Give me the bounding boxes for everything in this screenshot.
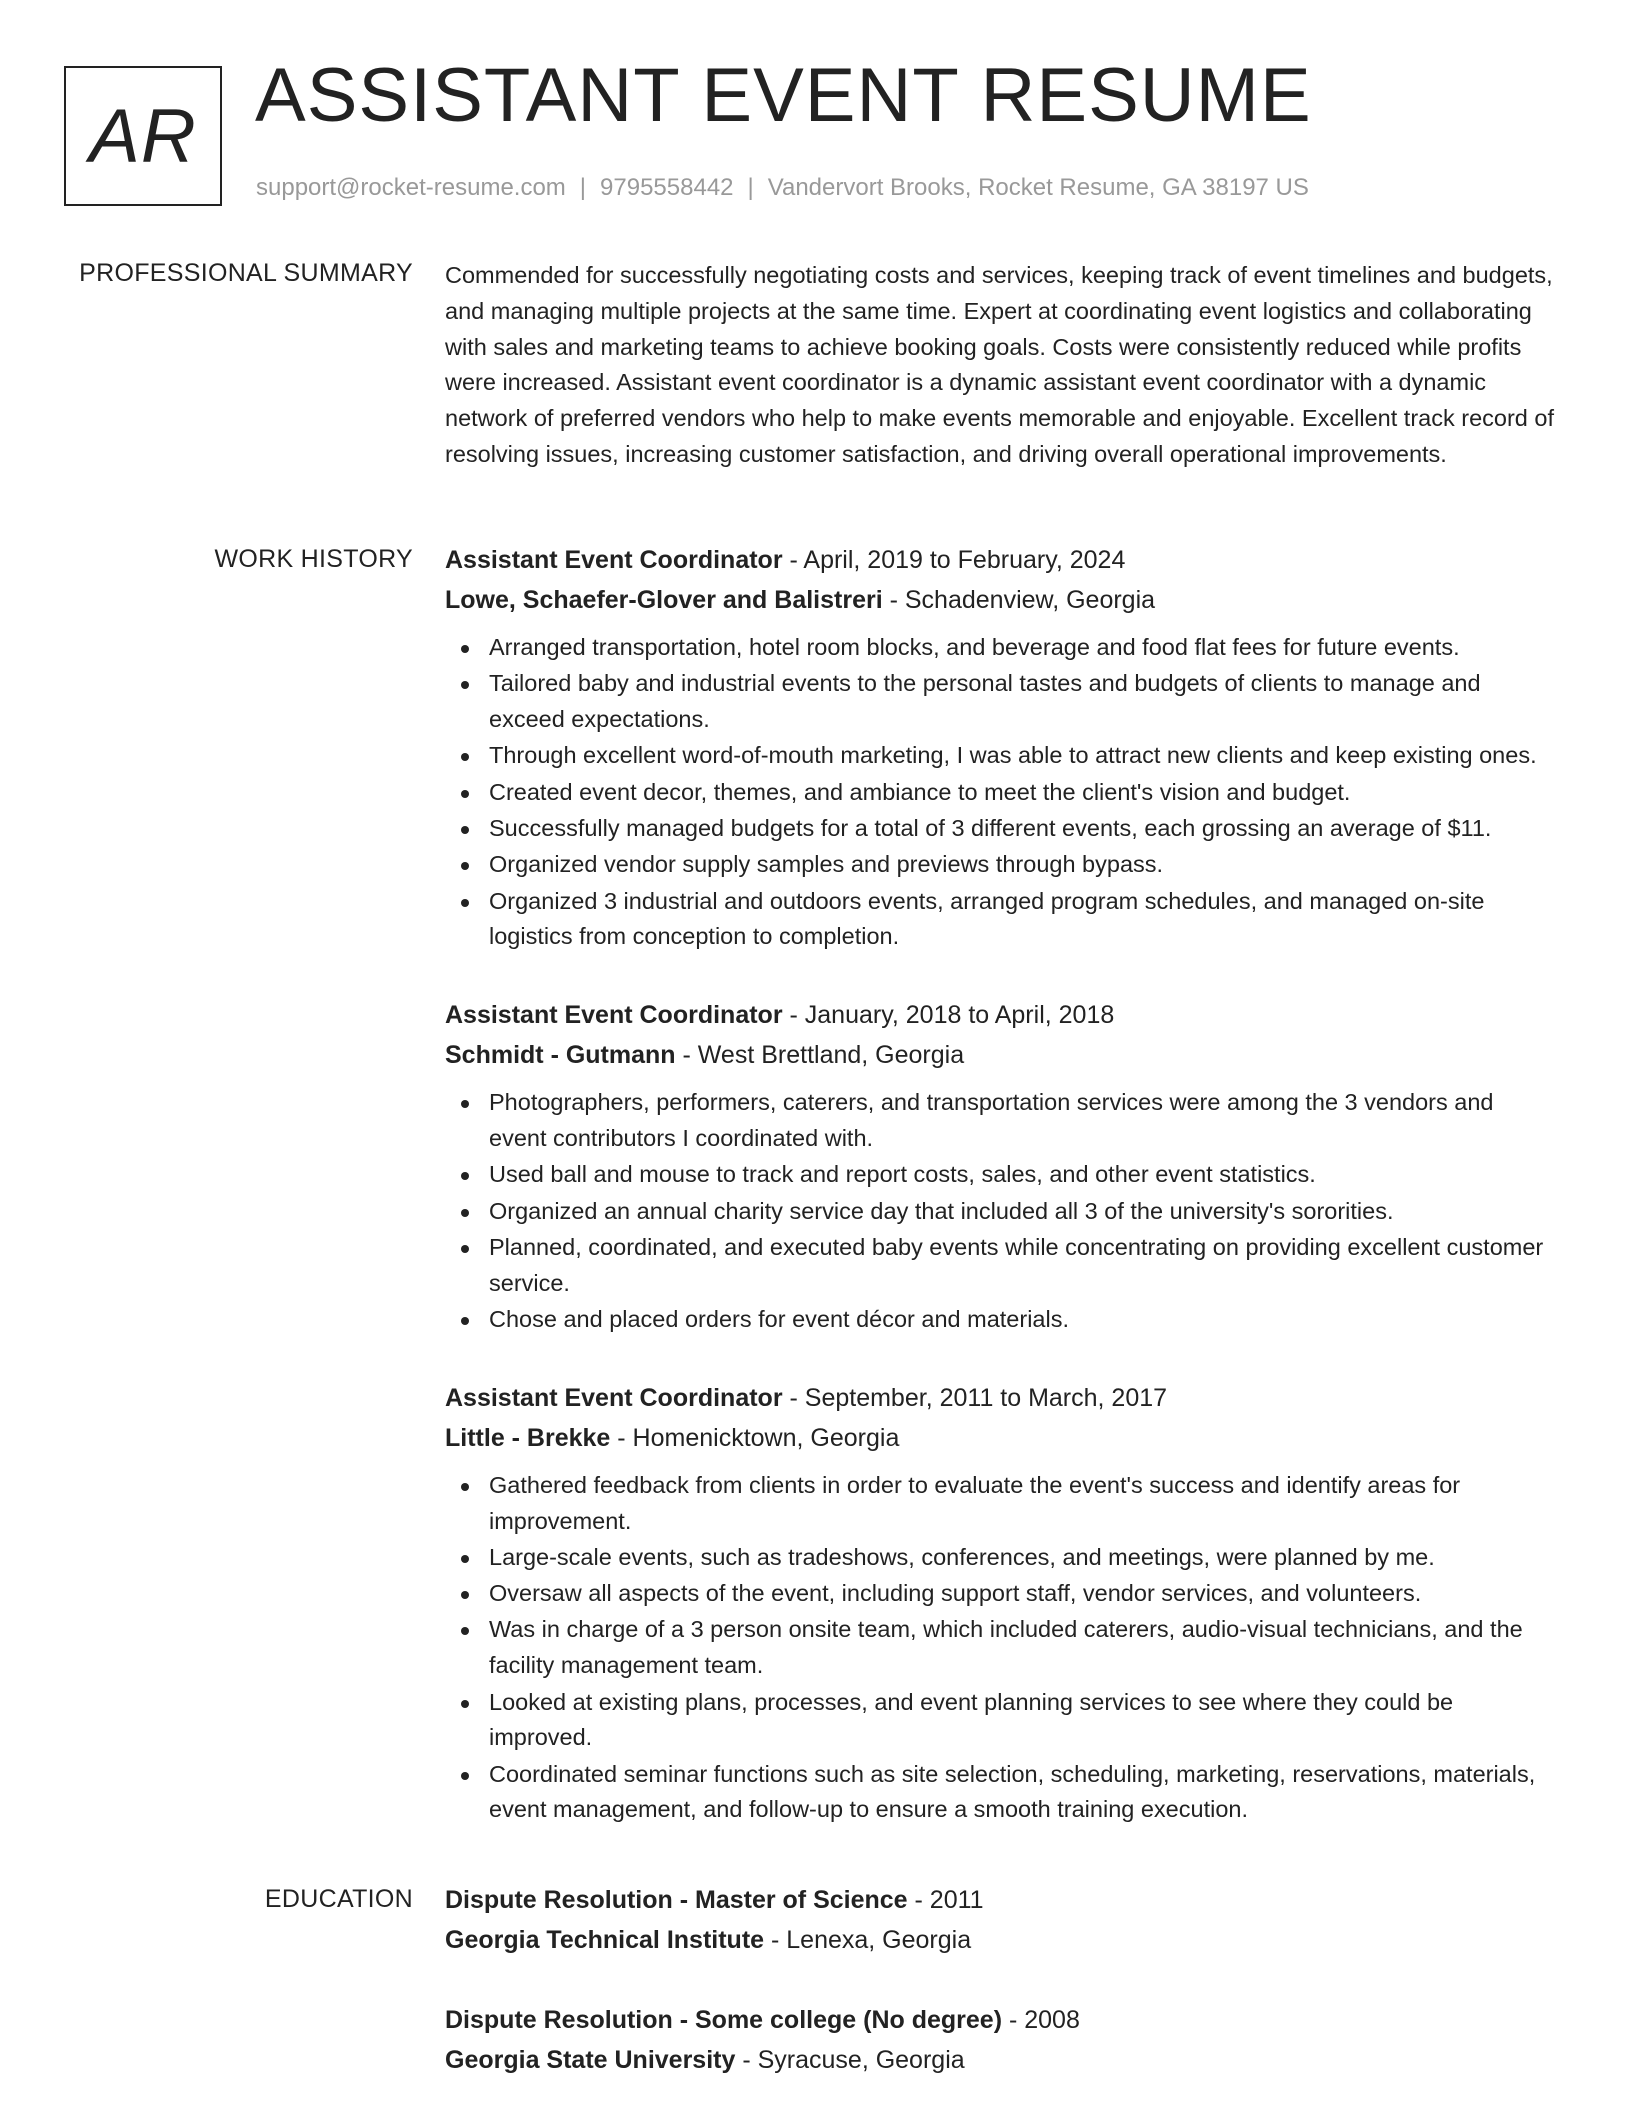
education-year: - 2008 <box>1002 2006 1080 2034</box>
job-company: Schmidt - Gutmann <box>445 1041 676 1070</box>
education-degree-line <box>445 2000 1557 2040</box>
education-entry <box>445 2000 1557 2080</box>
education-school: Georgia State University <box>445 2046 736 2074</box>
contact-separator: | <box>747 174 754 201</box>
monogram-box <box>64 66 222 206</box>
job-bullets <box>445 1468 1557 1828</box>
summary-text: Commended for successfully negotiating costs and services, keeping track of event timelines and budgets, and managing multiple projects at the same time. Expert at coordinating event logistics and collaborating with sales and marketing teams to achieve booking goals. Costs were consistently reduced while profits were increased. Assistant event coordinator is a dynamic assistant event coordinator with a dynamic network of preferred vendors who help to make events memorable and enjoyable. Excellent track record of resolving issues, increasing customer satisfaction, and driving overall operational improvements. <box>445 262 1554 467</box>
job-bullet: Oversaw all aspects of the event, including support staff, vendor services, and volunteers. <box>489 1576 1557 1612</box>
education-school-line <box>445 1920 1557 1960</box>
job-entry <box>445 1378 1557 1828</box>
job-title-line <box>445 995 1557 1035</box>
education-entry <box>445 1880 1557 1960</box>
education-year: - 2011 <box>907 1886 984 1914</box>
job-bullet: Organized vendor supply samples and previews through bypass. <box>489 847 1557 883</box>
job-dates: - January, 2018 to April, 2018 <box>782 1001 1115 1030</box>
job-company: Lowe, Schaefer-Glover and Balistreri <box>445 586 883 614</box>
job-dates: - April, 2019 to February, 2024 <box>782 546 1126 574</box>
job-entry <box>445 995 1557 1338</box>
job-title-line <box>445 1378 1557 1418</box>
contact-address: Vandervort Brooks, Rocket Resume, GA 38197 US <box>767 174 1309 201</box>
job-company-line <box>445 1035 1557 1075</box>
education-location: - Syracuse, Georgia <box>735 2046 965 2074</box>
job-title: Assistant Event Coordinator <box>445 1383 783 1412</box>
job-bullet: Successfully managed budgets for a total of 3 different events, each grossing an average of $11. <box>489 811 1557 847</box>
job-location: - West Brettland, Georgia <box>675 1041 965 1070</box>
section-heading-work-history: WORK HISTORY <box>214 545 413 573</box>
job-bullet: Arranged transportation, hotel room blocks, and beverage and food flat fees for future events. <box>489 630 1557 666</box>
job-company: Little - Brekke <box>445 1423 611 1452</box>
education-degree: Dispute Resolution - Some college (No degree) <box>445 2006 1003 2034</box>
education-degree-line <box>445 1880 1557 1920</box>
job-bullet: Organized 3 industrial and outdoors events, arranged program schedules, and managed on-site logistics from conception to completion. <box>489 884 1557 956</box>
education-body <box>445 1880 1557 2120</box>
contact-separator: | <box>579 174 587 201</box>
job-bullet: Chose and placed orders for event décor and materials. <box>489 1302 1557 1338</box>
job-bullet: Tailored baby and industrial events to the personal tastes and budgets of clients to manage and exceed expectations. <box>489 666 1557 738</box>
job-bullet: Planned, coordinated, and executed baby events while concentrating on providing excellent customer service. <box>489 1230 1557 1302</box>
work-history-body <box>445 540 1557 1868</box>
job-title: Assistant Event Coordinator <box>445 1001 783 1030</box>
section-heading-summary: PROFESSIONAL SUMMARY <box>79 259 413 287</box>
job-company-line <box>445 580 1557 620</box>
education-school: Georgia Technical Institute <box>445 1926 765 1954</box>
monogram-initials: AR <box>89 93 197 179</box>
contact-phone: 9795558442 <box>600 174 734 201</box>
education-degree: Dispute Resolution - Master of Science <box>445 1886 908 1914</box>
contact-email: support@rocket-resume.com <box>256 174 566 201</box>
job-bullet: Through excellent word-of-mouth marketing, I was able to attract new clients and keep existing ones. <box>489 738 1557 774</box>
education-school-line <box>445 2040 1557 2080</box>
job-company-line <box>445 1418 1557 1458</box>
job-bullet: Large-scale events, such as tradeshows, conferences, and meetings, were planned by me. <box>489 1540 1557 1576</box>
job-bullet: Coordinated seminar functions such as site selection, scheduling, marketing, reservations, materials, event management, and follow-up to ensure a smooth training execution. <box>489 1757 1557 1829</box>
job-bullet: Organized an annual charity service day that included all 3 of the university's sororities. <box>489 1194 1557 1230</box>
contact-line <box>256 174 1309 202</box>
job-bullet: Looked at existing plans, processes, and event planning services to see where they could be improved. <box>489 1685 1557 1757</box>
education-location: - Lenexa, Georgia <box>764 1926 972 1954</box>
job-location: - Schadenview, Georgia <box>882 586 1156 614</box>
job-bullet: Created event decor, themes, and ambiance to meet the client's vision and budget. <box>489 775 1557 811</box>
job-bullet: Used ball and mouse to track and report costs, sales, and other event statistics. <box>489 1157 1557 1193</box>
job-title-line <box>445 540 1557 580</box>
job-bullets <box>445 1085 1557 1338</box>
job-entry <box>445 540 1557 955</box>
job-bullets <box>445 630 1557 955</box>
job-location: - Homenicktown, Georgia <box>610 1423 900 1452</box>
section-heading-education: EDUCATION <box>264 1885 413 1913</box>
job-bullet: Gathered feedback from clients in order to evaluate the event's success and identify areas for improvement. <box>489 1468 1557 1540</box>
summary-body <box>445 258 1557 473</box>
job-bullet: Photographers, performers, caterers, and transportation services were among the 3 vendors and event contributors I coordinated with. <box>489 1085 1557 1157</box>
resume-title: ASSISTANT EVENT RESUME <box>255 53 1312 138</box>
job-dates: - September, 2011 to March, 2017 <box>782 1383 1168 1412</box>
job-title: Assistant Event Coordinator <box>445 546 783 574</box>
job-bullet: Was in charge of a 3 person onsite team, which included caterers, audio-visual technicians, and the facility management team. <box>489 1612 1557 1684</box>
